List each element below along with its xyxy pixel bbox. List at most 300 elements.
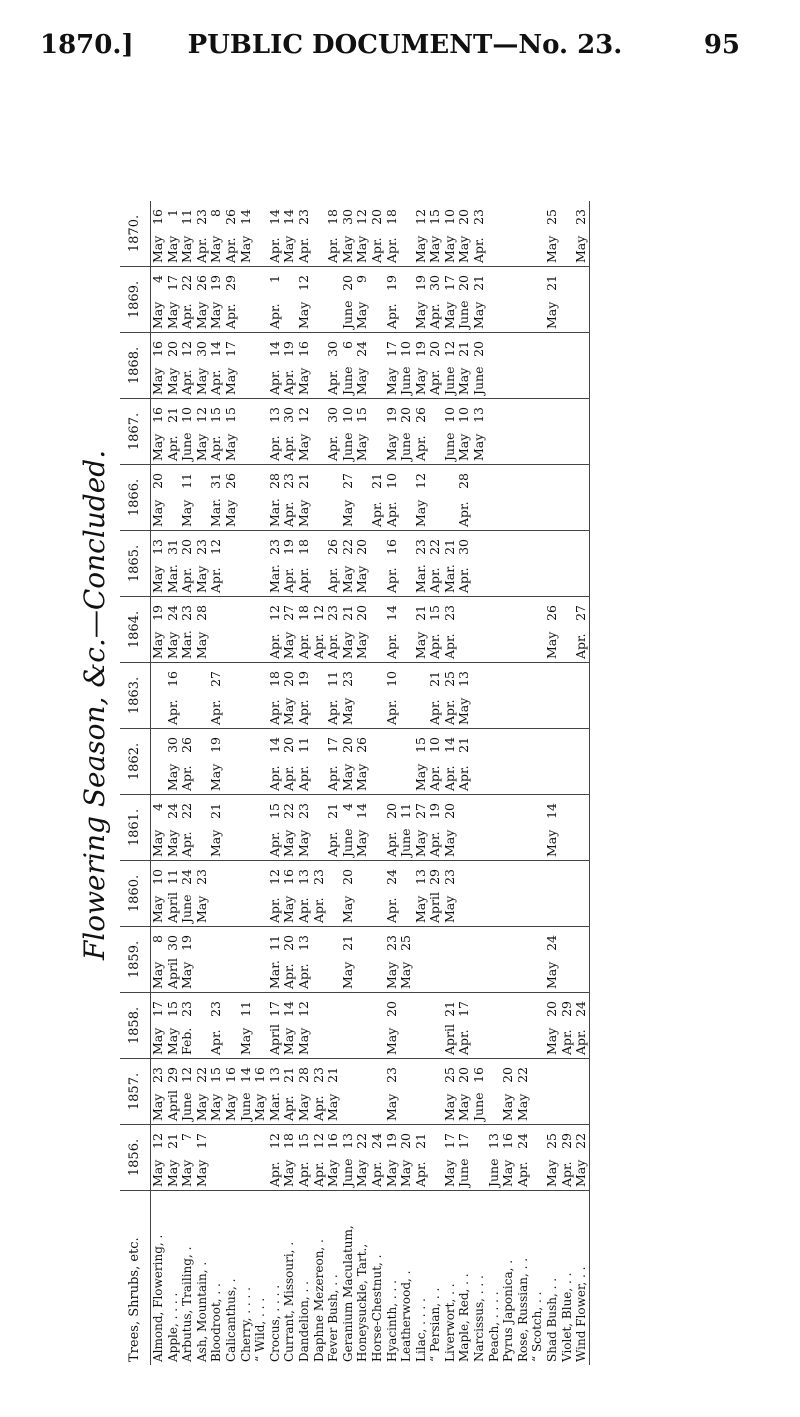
date-cell	[326, 927, 341, 993]
date-cell	[239, 597, 254, 663]
cell-day: 10	[456, 407, 472, 423]
header-plant-column: Trees, Shrubs, etc.	[120, 1191, 151, 1366]
table-row	[574, 201, 589, 1365]
cell-month: May	[514, 1093, 530, 1121]
table-header-row	[120, 201, 151, 1365]
date-cell	[530, 201, 545, 267]
cell-month: May	[354, 235, 370, 263]
cell-day: 10	[441, 209, 457, 225]
cell-month: May	[471, 301, 487, 329]
cell-month: May	[295, 1093, 311, 1121]
date-cell	[443, 465, 458, 531]
cell-month: May	[456, 1093, 472, 1121]
date-cell	[516, 201, 531, 267]
cell-month: May	[295, 301, 311, 329]
date-cell	[268, 795, 283, 861]
date-cell	[209, 201, 224, 267]
cell-month: May	[281, 829, 297, 857]
date-cell	[399, 663, 414, 729]
cell-month: Mar.	[441, 564, 457, 593]
date-cell	[209, 1059, 224, 1125]
cell-day: 23	[339, 671, 355, 687]
date-cell	[195, 465, 210, 531]
date-cell	[428, 861, 443, 927]
cell-month: Apr.	[573, 633, 589, 659]
date-cell	[560, 465, 575, 531]
cell-month: Apr.	[164, 435, 180, 461]
cell-day: 29	[222, 275, 238, 291]
cell-month: May	[164, 235, 180, 263]
date-cell	[414, 729, 429, 795]
date-cell	[341, 795, 356, 861]
date-cell	[297, 399, 312, 465]
cell-day: 19	[150, 605, 165, 621]
date-cell	[341, 927, 356, 993]
plant-name: Almond, Flowering, .	[151, 1191, 166, 1366]
cell-month: May	[383, 367, 399, 395]
cell-month: May	[295, 499, 311, 527]
date-cell	[151, 861, 166, 927]
date-cell	[457, 861, 472, 927]
header-year-2: 1858.	[120, 993, 151, 1059]
cell-month: May	[339, 631, 355, 659]
cell-month: Apr.	[208, 369, 224, 395]
cell-month: May	[193, 367, 209, 395]
date-cell	[414, 333, 429, 399]
date-cell	[516, 1125, 531, 1191]
cell-day: 12	[266, 1133, 282, 1149]
cell-day: 24	[179, 869, 195, 885]
cell-month: Apr.	[383, 897, 399, 923]
cell-day: 10	[441, 407, 457, 423]
date-cell	[355, 465, 370, 531]
date-cell	[516, 663, 531, 729]
date-cell	[195, 597, 210, 663]
date-cell	[151, 663, 166, 729]
cell-day: 17	[325, 737, 341, 753]
table-row	[224, 201, 239, 1365]
cell-month: May	[208, 1093, 224, 1121]
date-cell	[312, 531, 327, 597]
cell-day: 20	[398, 407, 414, 423]
date-cell	[195, 399, 210, 465]
date-cell	[399, 333, 414, 399]
date-cell	[209, 1125, 224, 1191]
cell-day: 20	[281, 935, 297, 951]
cell-day: 26	[193, 275, 209, 291]
cell-month: Apr.	[368, 501, 384, 527]
cell-month: Apr.	[266, 1161, 282, 1187]
date-cell	[574, 333, 589, 399]
date-cell	[282, 1059, 297, 1125]
cell-month: Apr.	[266, 897, 282, 923]
date-cell	[370, 267, 385, 333]
cell-month: May	[383, 1159, 399, 1187]
date-cell	[166, 1059, 181, 1125]
date-cell	[224, 993, 239, 1059]
cell-month: Apr.	[383, 831, 399, 857]
date-cell	[151, 993, 166, 1059]
cell-month: Apr.	[310, 633, 326, 659]
header-year: 1870.]	[40, 30, 134, 60]
date-cell	[151, 597, 166, 663]
date-cell	[151, 531, 166, 597]
date-cell	[312, 663, 327, 729]
cell-day: 1	[266, 275, 282, 283]
cell-month: Apr.	[427, 303, 443, 329]
table-row	[282, 201, 297, 1365]
date-cell	[209, 927, 224, 993]
date-cell	[560, 201, 575, 267]
date-cell	[312, 201, 327, 267]
date-cell	[312, 927, 327, 993]
cell-day: 17	[383, 341, 399, 357]
date-cell	[326, 795, 341, 861]
cell-month: Mar.	[412, 564, 428, 593]
cell-day: 12	[354, 209, 370, 225]
cell-day: 31	[164, 539, 180, 555]
date-cell	[180, 993, 195, 1059]
date-cell	[370, 1125, 385, 1191]
cell-day: 21	[427, 671, 443, 687]
cell-day: 21	[208, 803, 224, 819]
date-cell	[268, 267, 283, 333]
date-cell	[297, 729, 312, 795]
date-cell	[443, 597, 458, 663]
header-year-1: 1857.	[120, 1059, 151, 1125]
cell-month: Apr.	[383, 633, 399, 659]
plant-name: Violet, Blue, . .	[560, 1191, 575, 1366]
date-cell	[224, 663, 239, 729]
cell-day: 15	[427, 605, 443, 621]
cell-month: May	[164, 367, 180, 395]
date-cell	[166, 531, 181, 597]
cell-day: 21	[281, 1067, 297, 1083]
date-cell	[560, 663, 575, 729]
plant-name: “ Persian, . .	[428, 1191, 443, 1366]
cell-month: Apr.	[266, 699, 282, 725]
date-cell	[385, 399, 400, 465]
date-cell	[385, 333, 400, 399]
cell-day: 13	[485, 1133, 501, 1149]
date-cell	[166, 795, 181, 861]
cell-day: 20	[150, 473, 165, 489]
cell-day: 23	[281, 473, 297, 489]
header-year-5: 1861.	[120, 795, 151, 861]
date-cell	[312, 1125, 327, 1191]
cell-month: May	[412, 499, 428, 527]
cell-day: 17	[456, 1133, 472, 1149]
date-cell	[166, 927, 181, 993]
cell-month: May	[412, 763, 428, 791]
date-cell	[355, 663, 370, 729]
cell-month: May	[222, 1093, 238, 1121]
date-cell	[268, 597, 283, 663]
cell-day: 14	[208, 341, 224, 357]
cell-day: 22	[193, 1067, 209, 1083]
date-cell	[574, 729, 589, 795]
date-cell	[355, 729, 370, 795]
cell-day: 23	[193, 209, 209, 225]
cell-month: May	[412, 895, 428, 923]
date-cell	[472, 597, 487, 663]
date-cell	[385, 729, 400, 795]
plant-name: Arbutus, Trailing, .	[180, 1191, 195, 1366]
date-cell	[312, 1059, 327, 1125]
cell-day: 23	[325, 605, 341, 621]
date-cell	[501, 993, 516, 1059]
cell-month: Apr.	[558, 1029, 574, 1055]
plant-name: Bloodroot, . .	[209, 1191, 224, 1366]
date-cell	[224, 729, 239, 795]
cell-month: Apr.	[266, 237, 282, 263]
date-cell	[560, 861, 575, 927]
cell-day: 6	[339, 341, 355, 349]
date-cell	[370, 201, 385, 267]
date-cell	[487, 597, 502, 663]
date-cell	[268, 861, 283, 927]
date-cell	[428, 267, 443, 333]
cell-month: May	[295, 829, 311, 857]
date-cell	[457, 1059, 472, 1125]
cell-month: May	[383, 961, 399, 989]
cell-month: May	[281, 1159, 297, 1187]
cell-day: 10	[179, 407, 195, 423]
date-cell	[428, 597, 443, 663]
date-cell	[487, 531, 502, 597]
date-cell	[530, 993, 545, 1059]
cell-month: May	[544, 961, 560, 989]
cell-month: May	[281, 697, 297, 725]
cell-day: 23	[150, 1067, 165, 1083]
cell-month: May	[281, 895, 297, 923]
cell-day: 15	[412, 737, 428, 753]
cell-month: May	[339, 235, 355, 263]
date-cell	[195, 1125, 210, 1191]
cell-day: 20	[383, 803, 399, 819]
cell-month: Apr.	[456, 567, 472, 593]
cell-month: May	[208, 763, 224, 791]
cell-month: Apr.	[208, 1029, 224, 1055]
cell-month: June	[339, 432, 355, 461]
date-cell	[399, 597, 414, 663]
cell-month: Apr.	[295, 963, 311, 989]
date-cell	[239, 1125, 254, 1191]
cell-month: May	[179, 235, 195, 263]
cell-day: 29	[558, 1001, 574, 1017]
cell-day: 13	[266, 407, 282, 423]
cell-month: Apr.	[441, 633, 457, 659]
cell-day: 20	[164, 341, 180, 357]
date-cell	[151, 267, 166, 333]
cell-month: May	[339, 697, 355, 725]
date-cell	[472, 333, 487, 399]
date-cell	[487, 399, 502, 465]
cell-month: Apr.	[179, 765, 195, 791]
cell-day: 17	[441, 275, 457, 291]
date-cell	[399, 531, 414, 597]
cell-month: May	[281, 1027, 297, 1055]
cell-month: Apr.	[325, 765, 341, 791]
date-cell	[180, 729, 195, 795]
cell-day: 20	[339, 737, 355, 753]
date-cell	[209, 729, 224, 795]
cell-day: 21	[164, 1133, 180, 1149]
date-cell	[253, 993, 268, 1059]
cell-month: May	[325, 1159, 341, 1187]
date-cell	[224, 399, 239, 465]
cell-month: April	[266, 1024, 282, 1055]
cell-month: May	[208, 829, 224, 857]
date-cell	[574, 663, 589, 729]
cell-day: 11	[325, 671, 341, 687]
date-cell	[487, 1059, 502, 1125]
date-cell	[457, 465, 472, 531]
table-row	[414, 201, 429, 1365]
date-cell	[253, 267, 268, 333]
date-cell	[574, 861, 589, 927]
date-cell	[501, 399, 516, 465]
cell-month: May	[164, 1027, 180, 1055]
cell-month: June	[485, 1158, 501, 1187]
date-cell	[326, 201, 341, 267]
date-cell	[224, 1059, 239, 1125]
date-cell	[341, 993, 356, 1059]
date-cell	[282, 597, 297, 663]
cell-month: Apr.	[179, 369, 195, 395]
date-cell	[341, 201, 356, 267]
cell-month: Mar.	[164, 564, 180, 593]
table-row	[268, 201, 283, 1365]
header-year-7: 1863.	[120, 663, 151, 729]
cell-day: 24	[354, 341, 370, 357]
date-cell	[487, 729, 502, 795]
date-cell	[180, 663, 195, 729]
date-cell	[180, 1125, 195, 1191]
date-cell	[457, 531, 472, 597]
cell-month: May	[237, 235, 253, 263]
cell-day: 12	[266, 869, 282, 885]
cell-month: Apr.	[295, 1161, 311, 1187]
cell-month: Apr.	[179, 831, 195, 857]
cell-month: Apr.	[222, 237, 238, 263]
date-cell	[574, 597, 589, 663]
date-cell	[209, 333, 224, 399]
date-cell	[180, 927, 195, 993]
table-row	[341, 201, 356, 1365]
cell-month: June	[398, 366, 414, 395]
cell-day: 12	[295, 407, 311, 423]
cell-month: April	[164, 892, 180, 923]
cell-month: Apr.	[281, 501, 297, 527]
date-cell	[195, 1059, 210, 1125]
date-cell	[574, 531, 589, 597]
date-cell	[209, 861, 224, 927]
cell-day: 23	[383, 935, 399, 951]
table-row	[530, 201, 545, 1365]
date-cell	[457, 201, 472, 267]
cell-month: June	[179, 1092, 195, 1121]
cell-month: May	[383, 1027, 399, 1055]
cell-month: Apr.	[208, 567, 224, 593]
cell-day: 23	[193, 869, 209, 885]
table-row	[399, 201, 414, 1365]
cell-month: May	[150, 895, 165, 923]
cell-month: Apr.	[441, 699, 457, 725]
date-cell	[341, 1059, 356, 1125]
cell-day: 12	[150, 1133, 165, 1149]
date-cell	[501, 267, 516, 333]
cell-day: 22	[573, 1133, 589, 1149]
cell-month: Mar.	[266, 960, 282, 989]
cell-month: June	[339, 828, 355, 857]
cell-day: 18	[383, 209, 399, 225]
date-cell	[239, 993, 254, 1059]
date-cell	[151, 333, 166, 399]
date-cell	[209, 597, 224, 663]
date-cell	[268, 201, 283, 267]
date-cell	[239, 201, 254, 267]
date-cell	[166, 993, 181, 1059]
header-year-0: 1856.	[120, 1125, 151, 1191]
date-cell	[574, 201, 589, 267]
cell-day: 26	[222, 209, 238, 225]
date-cell	[370, 795, 385, 861]
cell-day: 9	[354, 275, 370, 283]
cell-month: May	[398, 961, 414, 989]
date-cell	[239, 795, 254, 861]
cell-day: 20	[398, 1133, 414, 1149]
date-cell	[574, 1125, 589, 1191]
cell-day: 25	[441, 1067, 457, 1083]
table-row	[180, 201, 195, 1365]
date-cell	[428, 1125, 443, 1191]
cell-month: June	[441, 366, 457, 395]
date-cell	[443, 993, 458, 1059]
plant-name: Calicanthus, .	[224, 1191, 239, 1366]
cell-day: 16	[222, 1067, 238, 1083]
cell-day: 19	[383, 275, 399, 291]
date-cell	[574, 795, 589, 861]
date-cell	[297, 1125, 312, 1191]
date-cell	[326, 333, 341, 399]
date-cell	[224, 201, 239, 267]
cell-day: 20	[544, 1001, 560, 1017]
cell-day: 14	[544, 803, 560, 819]
date-cell	[385, 993, 400, 1059]
table-row	[151, 201, 166, 1365]
cell-day: 15	[164, 1001, 180, 1017]
cell-month: June	[339, 1158, 355, 1187]
cell-day: 20	[456, 209, 472, 225]
cell-day: 11	[237, 1001, 253, 1017]
cell-month: June	[179, 432, 195, 461]
cell-day: 22	[281, 803, 297, 819]
date-cell	[341, 597, 356, 663]
cell-month: May	[354, 301, 370, 329]
date-cell	[501, 663, 516, 729]
date-cell	[195, 201, 210, 267]
date-cell	[355, 1125, 370, 1191]
table-row	[297, 201, 312, 1365]
date-cell	[268, 729, 283, 795]
date-cell	[297, 663, 312, 729]
date-cell	[472, 927, 487, 993]
cell-day: 22	[427, 539, 443, 555]
date-cell	[239, 399, 254, 465]
cell-month: Apr.	[427, 369, 443, 395]
cell-day: 1	[164, 209, 180, 217]
